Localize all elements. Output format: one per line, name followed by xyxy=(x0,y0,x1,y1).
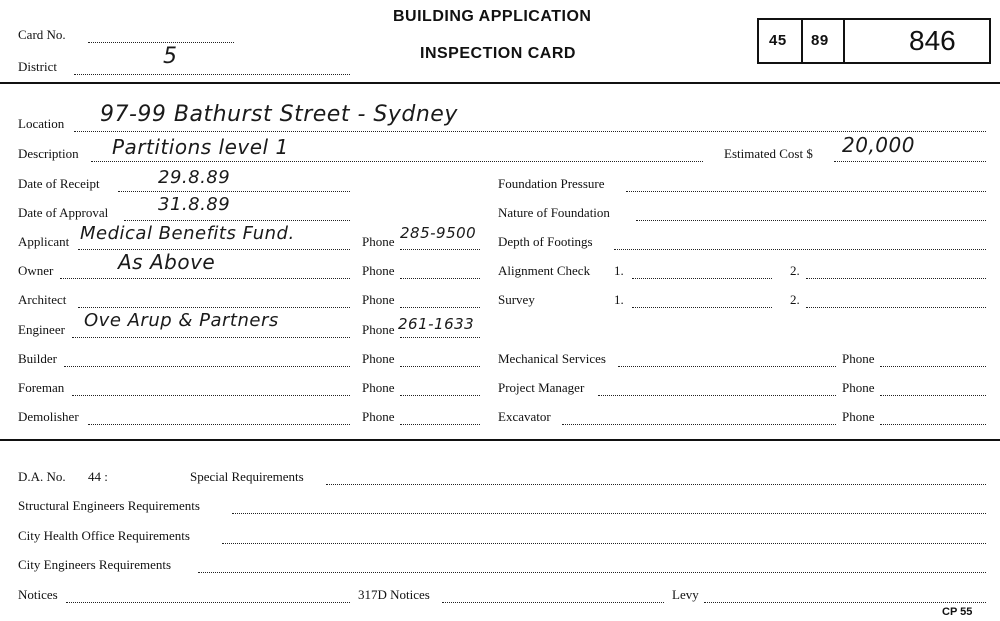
district-label: District xyxy=(18,59,57,74)
estimated-cost-label: Estimated Cost $ xyxy=(724,146,813,161)
card-box-a: 45 xyxy=(769,32,787,49)
date-approval-label: Date of Approval xyxy=(18,205,109,220)
card-box-divider-1 xyxy=(801,20,803,62)
date-approval-line xyxy=(124,220,350,221)
project-manager-line xyxy=(598,395,836,396)
architect-line xyxy=(78,307,350,308)
depth-footings-line xyxy=(614,249,986,250)
foreman-label: Foreman xyxy=(18,380,65,395)
section-rule xyxy=(0,439,1000,441)
engineer-phone-line xyxy=(400,337,480,338)
engineer-phone-label: Phone xyxy=(362,322,395,337)
card-box-c: 846 xyxy=(909,25,956,56)
da-no-label: D.A. No. xyxy=(18,469,66,484)
applicant-phone-value: 285-9500 xyxy=(400,224,477,242)
form-code: CP 55 xyxy=(942,606,973,618)
estimated-cost-value: 20,000 xyxy=(842,133,915,157)
applicant-label: Applicant xyxy=(18,234,70,249)
alignment-two-label: 2. xyxy=(790,263,800,278)
survey-one-line xyxy=(632,307,772,308)
builder-phone-line xyxy=(400,366,480,367)
demolisher-line xyxy=(88,424,350,425)
foreman-phone-label: Phone xyxy=(362,380,395,395)
engineer-line xyxy=(72,337,350,338)
location-value: 97-99 Bathurst Street - Sydney xyxy=(100,102,458,127)
date-approval-value: 31.8.89 xyxy=(158,194,231,215)
builder-label: Builder xyxy=(18,351,57,366)
card-number-box xyxy=(757,18,991,64)
depth-footings-label: Depth of Footings xyxy=(498,234,593,249)
survey-two-line xyxy=(806,307,986,308)
architect-phone-label: Phone xyxy=(362,292,395,307)
card-box-b: 89 xyxy=(811,32,829,49)
nature-foundation-label: Nature of Foundation xyxy=(498,205,610,220)
survey-one-label: 1. xyxy=(614,292,624,307)
district-value: 5 xyxy=(163,44,178,69)
foreman-phone-line xyxy=(400,395,480,396)
alignment-two-line xyxy=(806,278,986,279)
estimated-cost-line xyxy=(834,161,986,162)
foundation-pressure-line xyxy=(626,191,986,192)
owner-line xyxy=(60,278,350,279)
structural-label: Structural Engineers Requirements xyxy=(18,498,200,513)
special-requirements-line xyxy=(326,484,986,485)
applicant-phone-label: Phone xyxy=(362,234,395,249)
header-rule xyxy=(0,82,1000,84)
foreman-line xyxy=(72,395,350,396)
date-receipt-value: 29.8.89 xyxy=(158,167,231,188)
form-title-line2: INSPECTION CARD xyxy=(420,45,576,62)
city-health-line xyxy=(222,543,986,544)
form-title-line1: BUILDING APPLICATION xyxy=(393,8,592,25)
engineer-label: Engineer xyxy=(18,322,65,337)
applicant-phone-line xyxy=(400,249,480,250)
builder-phone-label: Phone xyxy=(362,351,395,366)
excavator-phone-line xyxy=(880,424,986,425)
demolisher-phone-label: Phone xyxy=(362,409,395,424)
survey-two-label: 2. xyxy=(790,292,800,307)
description-value: Partitions level 1 xyxy=(112,135,289,159)
architect-phone-line xyxy=(400,307,480,308)
card-no-label: Card No. xyxy=(18,27,66,42)
date-receipt-line xyxy=(118,191,350,192)
project-manager-label: Project Manager xyxy=(498,380,585,395)
levy-line xyxy=(704,602,986,603)
location-line xyxy=(74,131,986,132)
architect-label: Architect xyxy=(18,292,67,307)
mechanical-label: Mechanical Services xyxy=(498,351,606,366)
engineer-phone-value: 261-1633 xyxy=(398,315,475,333)
owner-value: As Above xyxy=(118,250,216,274)
foundation-pressure-label: Foundation Pressure xyxy=(498,176,605,191)
engineer-value: Ove Arup & Partners xyxy=(84,310,279,331)
levy-label: Levy xyxy=(672,587,699,602)
description-line xyxy=(91,161,703,162)
builder-line xyxy=(64,366,350,367)
alignment-one-label: 1. xyxy=(614,263,624,278)
card-no-line xyxy=(88,42,234,43)
notices-317d-label: 317D Notices xyxy=(358,587,430,602)
excavator-phone-label: Phone xyxy=(842,409,875,424)
mechanical-phone-label: Phone xyxy=(842,351,875,366)
demolisher-phone-line xyxy=(400,424,480,425)
owner-label: Owner xyxy=(18,263,54,278)
mechanical-line xyxy=(618,366,836,367)
special-requirements-label: Special Requirements xyxy=(190,469,304,484)
card-box-divider-2 xyxy=(843,20,845,62)
notices-317d-line xyxy=(442,602,664,603)
city-health-label: City Health Office Requirements xyxy=(18,528,190,543)
notices-line xyxy=(66,602,350,603)
mechanical-phone-line xyxy=(880,366,986,367)
demolisher-label: Demolisher xyxy=(18,409,79,424)
excavator-line xyxy=(562,424,836,425)
description-label: Description xyxy=(18,146,79,161)
da-no-value: 44 : xyxy=(88,469,108,484)
owner-phone-line xyxy=(400,278,480,279)
project-manager-phone-line xyxy=(880,395,986,396)
project-manager-phone-label: Phone xyxy=(842,380,875,395)
city-engineers-line xyxy=(198,572,986,573)
applicant-value: Medical Benefits Fund. xyxy=(80,223,295,244)
date-receipt-label: Date of Receipt xyxy=(18,176,100,191)
owner-phone-label: Phone xyxy=(362,263,395,278)
survey-label: Survey xyxy=(498,292,535,307)
city-engineers-label: City Engineers Requirements xyxy=(18,557,172,572)
alignment-check-label: Alignment Check xyxy=(498,263,591,278)
location-label: Location xyxy=(18,116,65,131)
excavator-label: Excavator xyxy=(498,409,551,424)
notices-label: Notices xyxy=(18,587,58,602)
alignment-one-line xyxy=(632,278,772,279)
district-line xyxy=(74,74,350,75)
structural-line xyxy=(232,513,986,514)
nature-foundation-line xyxy=(636,220,986,221)
